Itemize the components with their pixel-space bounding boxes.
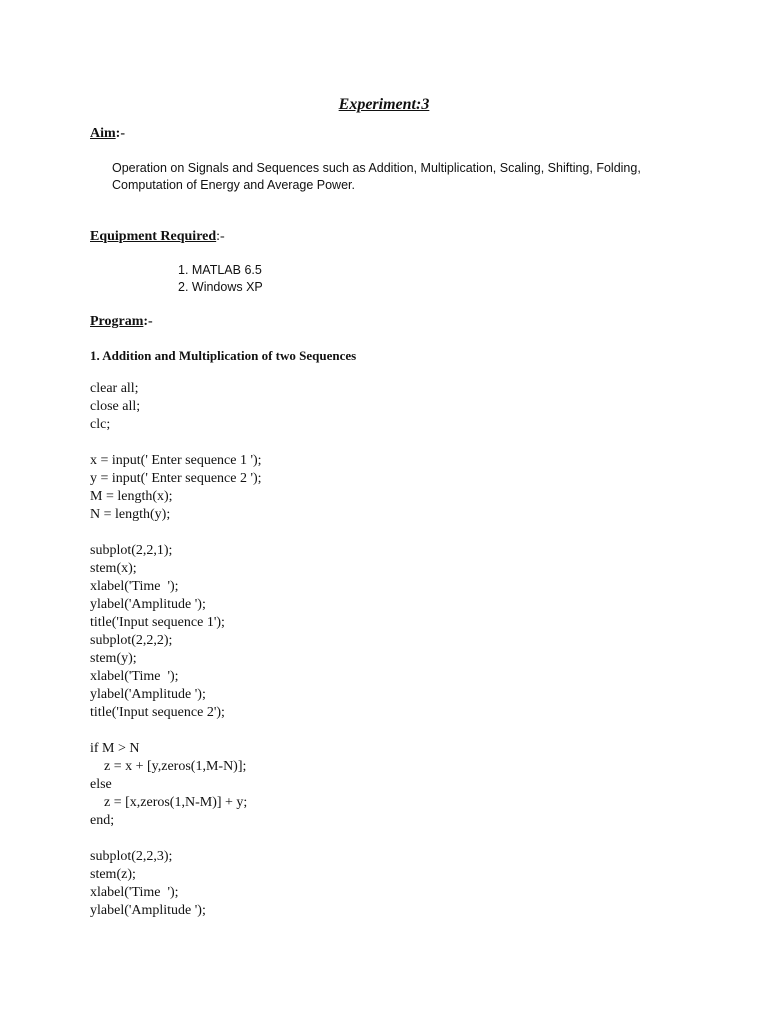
aim-label: Aim bbox=[90, 126, 116, 141]
code-line: subplot(2,2,1); bbox=[90, 543, 173, 558]
code-line bbox=[90, 722, 262, 740]
equipment-heading bbox=[90, 228, 225, 246]
code-line: x = input(' Enter sequence 1 '); bbox=[90, 453, 262, 468]
code-line: xlabel('Time '); bbox=[90, 885, 179, 900]
code-line: y = input(' Enter sequence 2 '); bbox=[90, 471, 262, 486]
code-line: z = [x,zeros(1,N-M)] + y; bbox=[90, 795, 248, 810]
code-line bbox=[90, 434, 262, 452]
aim-heading bbox=[90, 125, 125, 143]
code-line bbox=[90, 524, 262, 542]
code-line bbox=[90, 830, 262, 848]
aim-line: Computation of Energy and Average Power. bbox=[112, 178, 355, 192]
equipment-item: 2. Windows XP bbox=[178, 280, 263, 294]
equipment-separator: :- bbox=[216, 229, 225, 244]
program-label: Program bbox=[90, 314, 144, 329]
program-separator: :- bbox=[143, 314, 153, 329]
code-line: N = length(y); bbox=[90, 507, 171, 522]
code-line: stem(z); bbox=[90, 867, 136, 882]
code-line: xlabel('Time '); bbox=[90, 669, 179, 684]
aim-separator: :- bbox=[115, 126, 125, 141]
code-line: stem(y); bbox=[90, 651, 137, 666]
code-line: if M > N bbox=[90, 741, 140, 756]
code-line: z = x + [y,zeros(1,M-N)]; bbox=[90, 759, 247, 774]
code-line: ylabel('Amplitude '); bbox=[90, 687, 206, 702]
code-line: subplot(2,2,3); bbox=[90, 849, 173, 864]
equipment-label: Equipment Required bbox=[90, 229, 217, 244]
code-line: clear all; bbox=[90, 381, 139, 396]
code-line: title('Input sequence 2'); bbox=[90, 705, 225, 720]
code-line: clc; bbox=[90, 417, 111, 432]
code-line: end; bbox=[90, 813, 115, 828]
code-line: close all; bbox=[90, 399, 141, 414]
code-line: ylabel('Amplitude '); bbox=[90, 597, 206, 612]
program-section-title: 1. Addition and Multiplication of two Sequences bbox=[90, 348, 357, 363]
code-line: else bbox=[90, 777, 112, 792]
code-line: M = length(x); bbox=[90, 489, 173, 504]
code-line: ylabel('Amplitude '); bbox=[90, 903, 206, 918]
aim-line: Operation on Signals and Sequences such as Addition, Multiplication, Scaling, Shifting, Folding, bbox=[112, 161, 641, 175]
code-listing bbox=[90, 380, 262, 920]
code-line: stem(x); bbox=[90, 561, 137, 576]
document-title: Experiment:3 bbox=[338, 96, 430, 113]
code-line: title('Input sequence 1'); bbox=[90, 615, 225, 630]
program-heading bbox=[90, 313, 153, 331]
equipment-item: 1. MATLAB 6.5 bbox=[178, 263, 262, 277]
equipment-list bbox=[178, 262, 263, 296]
aim-description bbox=[112, 160, 672, 194]
code-line: xlabel('Time '); bbox=[90, 579, 179, 594]
code-line: subplot(2,2,2); bbox=[90, 633, 173, 648]
